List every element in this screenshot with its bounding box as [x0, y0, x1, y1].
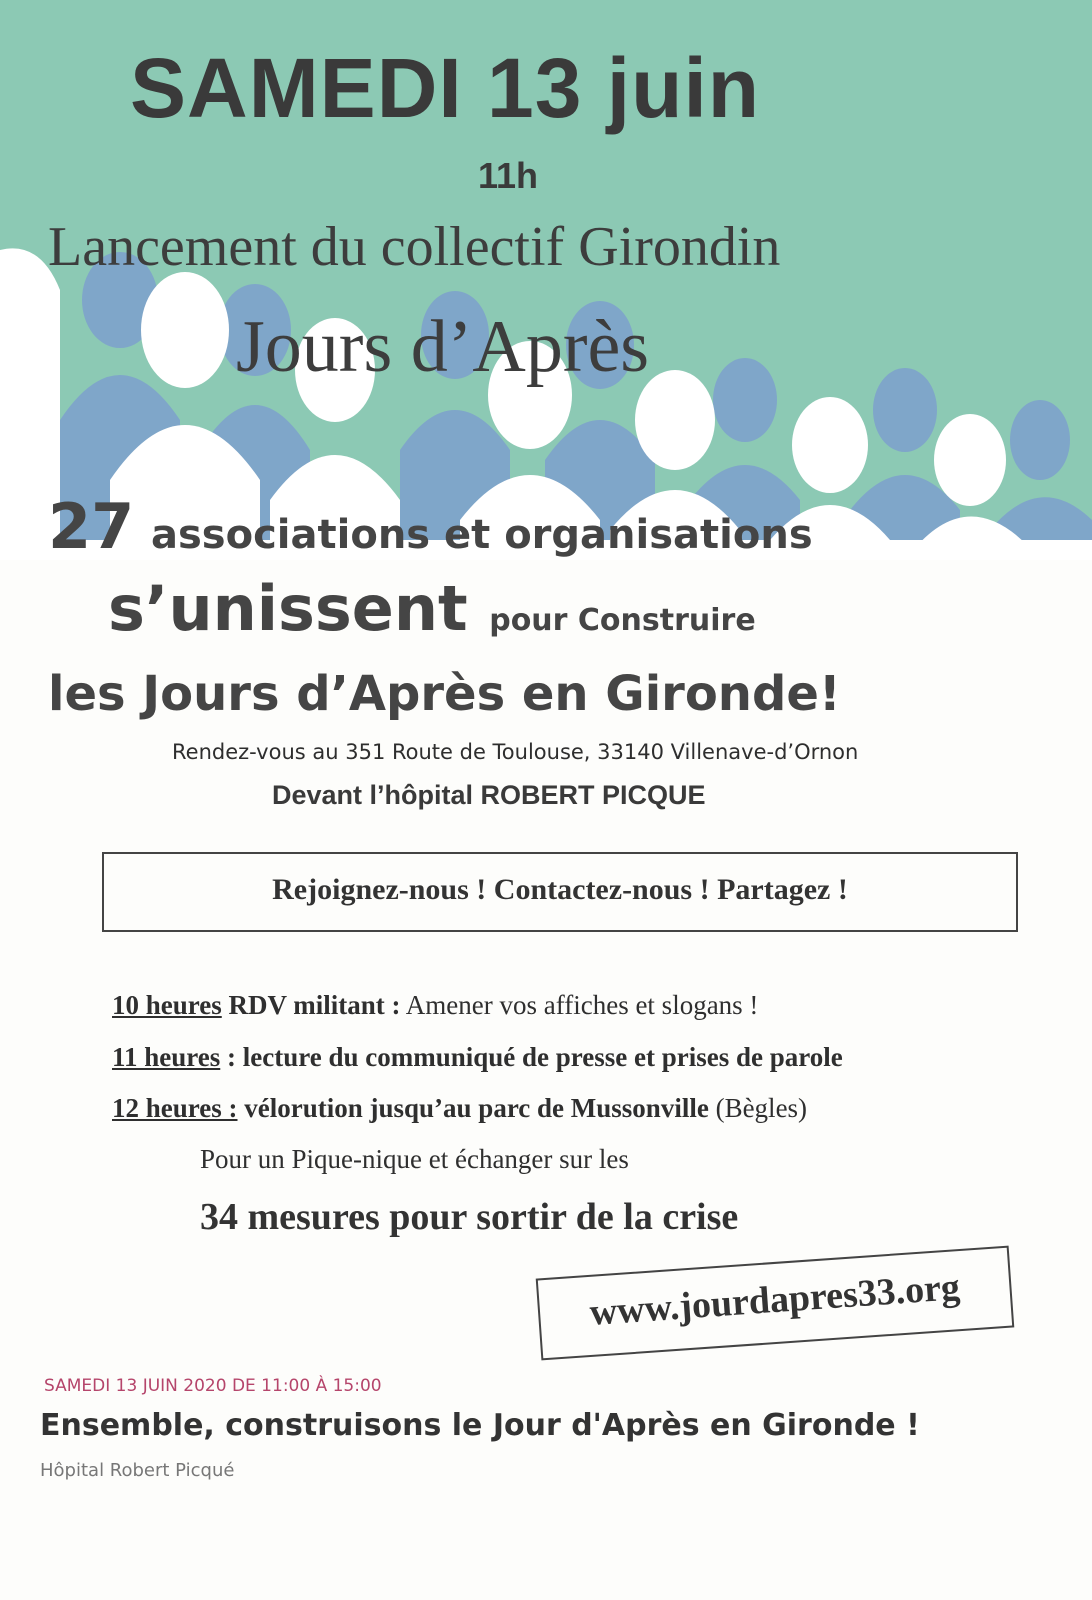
headline-line-2 — [108, 572, 756, 645]
headline-line-1-text: associations et organisations — [151, 512, 813, 558]
event-date-title: SAMEDI 13 juin — [130, 41, 761, 135]
website-link[interactable]: www.jourdapres33.org — [588, 1266, 962, 1334]
association-count: 27 — [48, 490, 135, 563]
meeting-address: Rendez-vous au 351 Route de Toulouse, 33140 Villenave-d’Ornon — [172, 740, 859, 764]
picnic-line: Pour un Pique-nique et échanger sur les — [200, 1144, 629, 1174]
collective-name: Jours d’Après — [236, 306, 650, 388]
schedule-item — [112, 1093, 807, 1124]
schedule-time: 11 heures — [112, 1042, 221, 1072]
headline-line-1 — [48, 490, 813, 563]
schedule-label: vélorution jusqu’au parc de Mussonville — [237, 1093, 709, 1123]
schedule-item — [112, 1042, 843, 1073]
meeting-location: Devant l’hôpital ROBERT PICQUE — [272, 780, 706, 810]
schedule-label: : — [220, 1042, 237, 1072]
website-box — [536, 1246, 1015, 1361]
footer-event-title: Ensemble, construisons le Jour d'Après en Gironde ! — [40, 1408, 920, 1443]
callout-text: Rejoignez-nous ! Contactez-nous ! Partagez ! — [272, 873, 848, 906]
measures-heading: 34 mesures pour sortir de la crise — [200, 1196, 739, 1238]
schedule-text: lecture du communiqué de presse et prises de parole — [236, 1042, 843, 1072]
footer-event-date: SAMEDI 13 JUIN 2020 DE 11:00 À 15:00 — [44, 1376, 382, 1396]
schedule-text: (Bègles) — [708, 1093, 808, 1123]
headline-verb: s’unissent — [108, 572, 468, 645]
schedule-text: Amener vos affiches et slogans ! — [400, 990, 759, 1020]
launch-heading: Lancement du collectif Girondin — [48, 216, 781, 278]
schedule-time: 12 heures : — [112, 1093, 238, 1123]
callout-box — [102, 852, 1018, 932]
schedule-label: RDV militant : — [228, 990, 401, 1020]
schedule-time: 10 heures — [112, 990, 222, 1020]
headline-line-2-text: pour Construire — [489, 603, 756, 638]
event-time: 11h — [478, 155, 539, 196]
headline-line-3: les Jours d’Après en Gironde! — [48, 666, 841, 722]
footer-venue: Hôpital Robert Picqué — [40, 1460, 235, 1481]
schedule-item — [112, 990, 758, 1021]
